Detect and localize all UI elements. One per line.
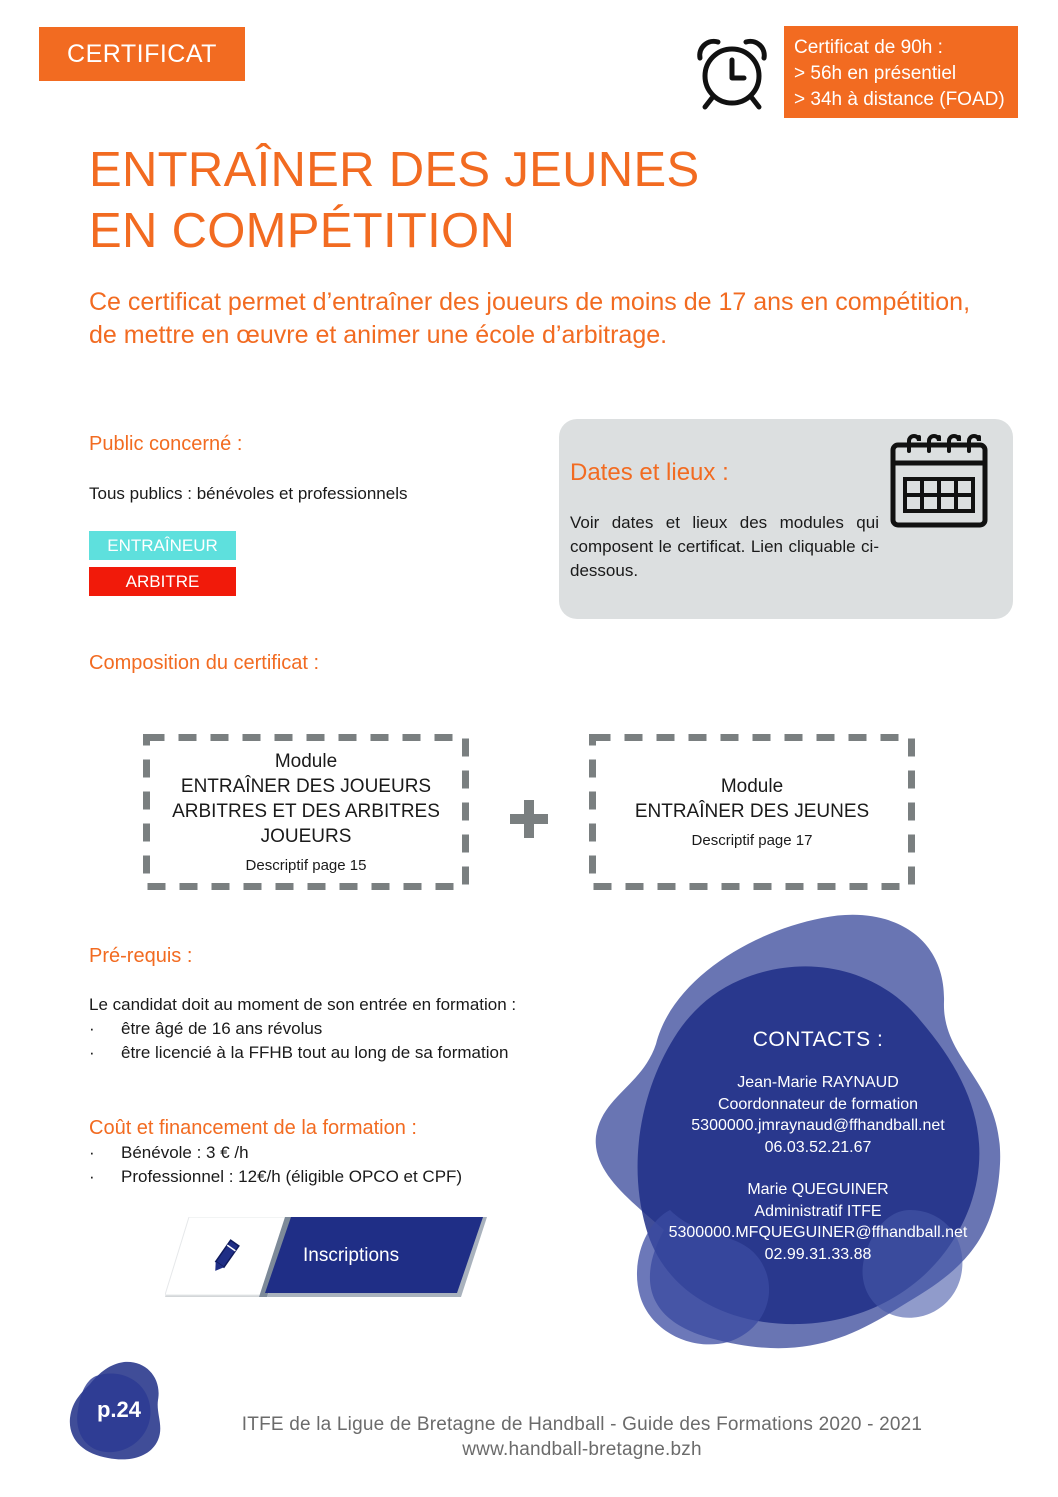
badge-arbitre: ARBITRE [89, 567, 236, 596]
cout-block [89, 1141, 569, 1189]
contact-role: Coordonnateur de formation [717, 1095, 919, 1113]
prereq-block [89, 993, 569, 1065]
certificate-tag: CERTIFICAT [39, 27, 245, 81]
module-name: ENTRAÎNER DES JOUEURS ARBITRES ET DES ARBITRES JOUEURS [172, 775, 440, 847]
duration-line: Certificat de 90h : [794, 37, 943, 58]
composition-heading: Composition du certificat : [89, 652, 320, 674]
list-item: · être licencié à la FFHB tout au long de sa formation [89, 1041, 569, 1065]
contact-phone: 02.99.31.33.88 [764, 1245, 872, 1263]
contact-email[interactable]: 5300000.jmraynaud@ffhandball.net [691, 1117, 945, 1134]
contact-name: Jean-Marie RAYNAUD [737, 1074, 899, 1091]
list-item: · Bénévole : 3 € /h [89, 1141, 569, 1165]
title-line: ENTRAÎNER DES JEUNES [89, 143, 700, 197]
duration-line: > 34h à distance (FOAD) [794, 89, 1005, 110]
contacts-block [640, 1028, 996, 1265]
contact-phone: 06.03.52.21.67 [764, 1138, 872, 1156]
module-label: Module [720, 775, 784, 797]
list-item: · Professionnel : 12€/h (éligible OPCO et CPF) [89, 1165, 569, 1189]
page-number: p.24 [96, 1397, 142, 1422]
contact-role: Administratif ITFE [754, 1202, 882, 1220]
footer [200, 1412, 964, 1462]
module-card-1[interactable] [143, 734, 469, 890]
module-desc: Descriptif page 17 [691, 831, 813, 849]
page-title [89, 140, 699, 262]
module-label: Module [274, 750, 338, 772]
cout-heading: Coût et financement de la formation : [89, 1117, 417, 1139]
intro-line: Ce certificat permet d’entraîner des joueurs de moins de 17 ans en compétition, [89, 288, 971, 316]
module-card-2[interactable] [589, 734, 915, 890]
public-text: Tous publics : bénévoles et professionnels [89, 484, 408, 503]
title-line: EN COMPÉTITION [89, 204, 516, 258]
intro-text [89, 286, 1019, 352]
contact-name: Marie QUEGUINER [747, 1181, 889, 1198]
footer-link[interactable]: www.handball-bretagne.bzh [462, 1439, 702, 1460]
module-name: ENTRAÎNER DES JEUNES [634, 800, 870, 822]
prereq-list [89, 1017, 569, 1065]
public-heading: Public concerné : [89, 433, 243, 455]
calendar-icon [889, 431, 989, 531]
contact-email[interactable]: 5300000.MFQUEGUINER@ffhandball.net [668, 1224, 968, 1241]
contacts-title: CONTACTS : [752, 1028, 884, 1051]
inscriptions-label[interactable]: Inscriptions [303, 1245, 400, 1266]
duration-box [784, 26, 1018, 118]
prereq-intro: Le candidat doit au moment de son entrée en formation : [89, 995, 517, 1014]
dates-heading: Dates et lieux : [570, 459, 729, 486]
module-desc: Descriptif page 15 [245, 856, 367, 874]
prereq-heading: Pré-requis : [89, 945, 193, 967]
badge-entraineur: ENTRAÎNEUR [89, 531, 236, 560]
plus-icon [510, 800, 548, 838]
dates-text: Voir dates et lieux des modules qui composent le certificat. Lien cliquable ci-dessous. [570, 513, 879, 580]
duration-line: > 56h en présentiel [794, 63, 957, 84]
pencil-icon [208, 1238, 242, 1276]
alarm-clock-icon [694, 36, 770, 112]
intro-line: de mettre en œuvre et animer une école d’arbitrage. [89, 321, 668, 349]
dates-box[interactable] [559, 419, 1013, 619]
list-item: · être âgé de 16 ans révolus [89, 1017, 569, 1041]
cout-list [89, 1141, 569, 1189]
footer-line: ITFE de la Ligue de Bretagne de Handball - Guide des Formations 2020 - 2021 [241, 1414, 923, 1435]
